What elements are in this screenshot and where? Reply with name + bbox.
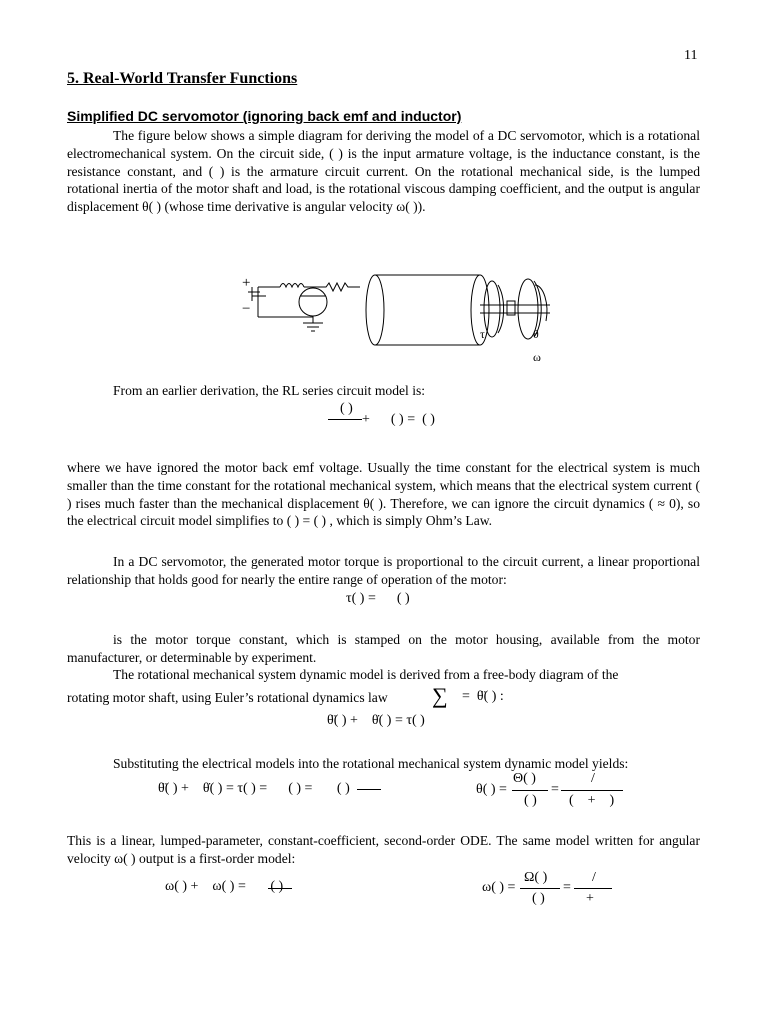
euler-law-rest: = θ̈( ) : bbox=[462, 689, 504, 704]
tf-theta-bar bbox=[512, 790, 548, 791]
ignore-paragraph: where we have ignored the motor back emf voltage. Usually the time constant for the electrical system is much smaller than the time constant for the rotational mechanical system, which means that the electrical system current ( ) rises much faster than the mechanical displacement θ( ). Therefore, we can ignore the circuit dynamics ( ≈ 0), so the electrical circuit model simplifies to ( ) = ( ) , which is simply Ohm’s Law. bbox=[67, 460, 700, 529]
servomotor-diagram bbox=[230, 265, 560, 370]
sub-fraction-bar bbox=[357, 789, 381, 790]
constant-paragraph: is the motor torque constant, which is stamped on the motor housing, available from the motor manufacturer, or determinable by experiment. bbox=[67, 632, 700, 665]
tf-omega-numerator-2: / bbox=[592, 870, 596, 885]
tf-theta-numerator: Θ( ) bbox=[513, 771, 536, 786]
minus-sign: − bbox=[242, 301, 251, 317]
linear-paragraph: This is a linear, lumped-parameter, constant-coefficient, second-order ODE. The same model written for angular velocity ω( ) output is a first-order model: bbox=[67, 833, 700, 866]
page-number: 11 bbox=[684, 48, 698, 63]
tf-theta-lhs: θ( ) = bbox=[476, 782, 507, 797]
theta-label: θ bbox=[533, 327, 539, 341]
tf-theta-equals: = bbox=[551, 782, 559, 797]
tf-omega-denominator-2: + bbox=[586, 891, 594, 906]
torque-equation: τ( ) = ( ) bbox=[346, 591, 410, 606]
tf-omega-numerator: Ω( ) bbox=[524, 870, 548, 885]
subsection-title: Simplified DC servomotor (ignoring back emf and inductor) bbox=[67, 108, 462, 124]
omega-label: ω bbox=[533, 350, 541, 364]
rotational-equation: θ̈( ) + θ̇( ) = τ( ) bbox=[327, 713, 425, 728]
tf-theta-denominator-2: ( + ) bbox=[569, 793, 615, 808]
rl-eq-top: ( ) bbox=[340, 401, 353, 416]
tf-omega-lhs: ω( ) = bbox=[482, 880, 516, 895]
tf-omega-denominator: ( ) bbox=[532, 891, 545, 906]
rl-intro: From an earlier derivation, the RL series circuit model is: bbox=[113, 383, 426, 398]
tf-omega-bar-2 bbox=[574, 888, 612, 889]
section-title: 5. Real-World Transfer Functions bbox=[67, 70, 298, 87]
substituted-equation: θ̈( ) + θ̇( ) = τ( ) = ( ) = ( ) bbox=[158, 781, 350, 796]
tf-theta-numerator-2: / bbox=[591, 771, 595, 786]
sum-symbol: ∑ bbox=[432, 683, 448, 708]
rl-eq-bottom: + ( ) = ( ) bbox=[362, 412, 435, 427]
tf-omega-bar bbox=[520, 888, 560, 889]
intro-paragraph: The figure below shows a simple diagram for deriving the model of a DC servomotor, which is a rotational electromechanical system. On the circuit side, ( ) is the input armature voltage, is the inductance constant, is the resistance constant, and ( ) is the armature circuit current. On the rotational mechanical side, is the lumped rotational inertia of the motor shaft and load, is the rotational viscous damping coefficient, and the output is angular displacement θ( ) (whose time derivative is angular velocity ω( )). bbox=[67, 128, 700, 215]
omega-equation: ω( ) + ω( ) = ( ) bbox=[165, 879, 284, 894]
tau-label: τ bbox=[480, 327, 485, 341]
rotational-paragraph-line1: The rotational mechanical system dynamic model is derived from a free-body diagram of the bbox=[113, 667, 619, 682]
plus-sign: + bbox=[242, 275, 251, 291]
tf-omega-equals: = bbox=[563, 880, 571, 895]
torque-paragraph: In a DC servomotor, the generated motor torque is proportional to the circuit current, a linear proportional relationship that holds good for nearly the entire range of operation of the motor: bbox=[67, 554, 700, 587]
omega-fraction-bar bbox=[268, 888, 292, 889]
rotational-paragraph-line2: rotating motor shaft, using Euler’s rotational dynamics law bbox=[67, 690, 388, 705]
tf-theta-denominator: ( ) bbox=[524, 793, 537, 808]
rl-fraction-bar bbox=[328, 419, 362, 420]
substituting-line: Substituting the electrical models into the rotational mechanical system dynamic model yields: bbox=[113, 756, 629, 771]
tf-theta-bar-2 bbox=[561, 790, 623, 791]
